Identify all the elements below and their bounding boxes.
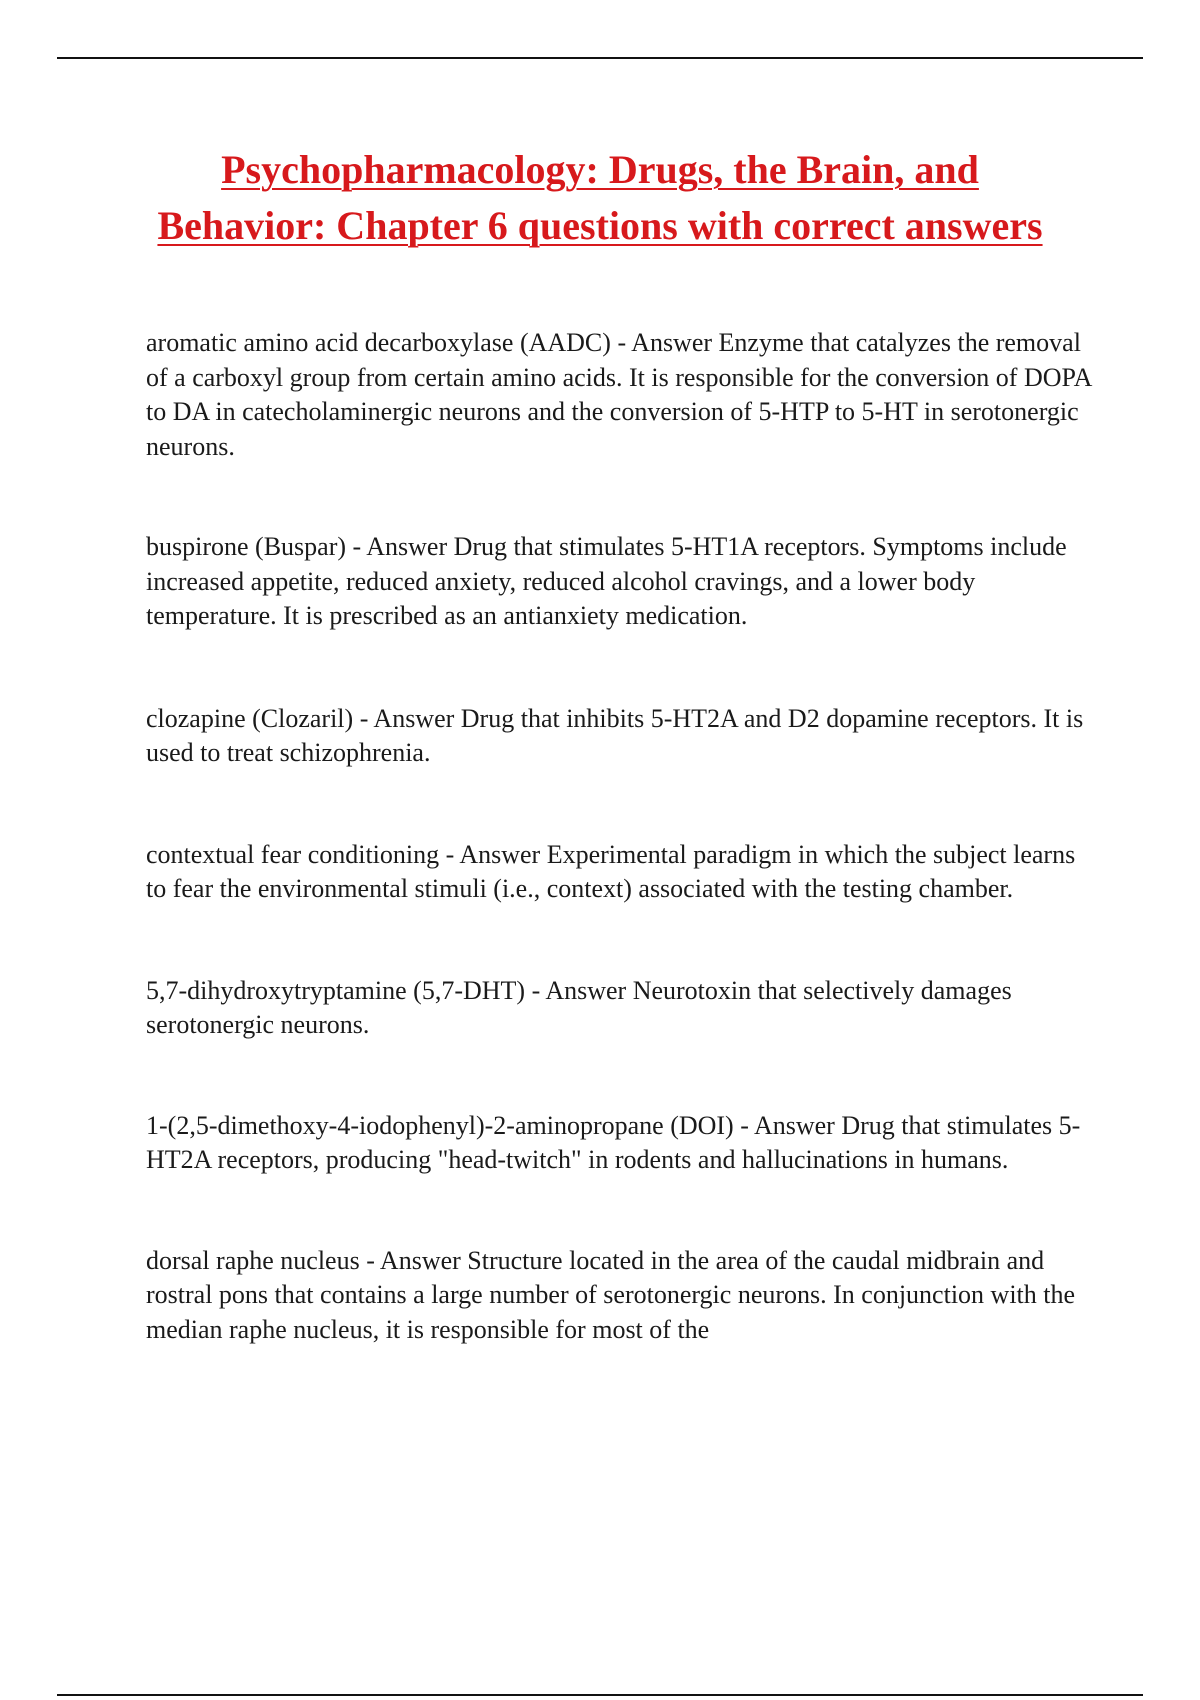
top-rule xyxy=(57,57,1143,59)
list-item xyxy=(146,702,1096,771)
document-title: Psychopharmacology: Drugs, the Brain, and Behavior: Chapter 6 questions with correct answers xyxy=(157,147,1043,248)
entry-term: buspirone (Buspar) xyxy=(146,532,347,561)
entry-separator: - Answer xyxy=(525,975,633,1005)
entry-definition: Experimental paradigm in which the subject learns to fear the environmental stimuli (i.e., context) associated with the testing chamber. xyxy=(146,839,1076,903)
entry-definition: Enzyme that catalyzes the removal of a carboxyl group from certain amino acids. It is responsible for the conversion of DOPA to DA in catecholaminergic neurons and the conversion of 5-HTP to 5-HT in serotonergic neurons. xyxy=(146,328,1091,461)
bottom-rule xyxy=(57,1694,1143,1696)
entry-definition: Neurotoxin that selectively damages serotonergic neurons. xyxy=(146,975,1012,1039)
list-item xyxy=(146,838,1096,907)
entry-separator: - Answer xyxy=(359,1245,468,1275)
entry-separator: - Answer xyxy=(610,328,719,357)
entry-term: dorsal raphe nucleus xyxy=(146,1245,360,1275)
entry-term: clozapine (Clozaril) xyxy=(146,703,354,733)
list-item xyxy=(146,530,1096,634)
list-item xyxy=(146,1244,1096,1348)
entry-separator: - Answer xyxy=(733,1110,842,1140)
entry-separator: - Answer xyxy=(346,532,454,561)
entry-definition: Structure located in the area of the caudal midbrain and rostral pons that contains a large number of serotonergic neurons. In conjunction with the median raphe nucleus, it is responsible for most of the xyxy=(146,1245,1076,1344)
entry-definition: Drug that inhibits 5-HT2A and D2 dopamine receptors. It is used to treat schizophrenia. xyxy=(146,703,1084,767)
entry-separator: - Answer xyxy=(353,703,461,733)
entry-term: 5,7-dihydroxytryptamine (5,7-DHT) xyxy=(146,975,526,1005)
entry-term: 1-(2,5-dimethoxy-4-iodophenyl)-2-aminopropane (DOI) xyxy=(146,1110,734,1140)
list-item xyxy=(146,1109,1096,1178)
entry-term: aromatic amino acid decarboxylase (AADC) xyxy=(146,328,611,357)
entry-definition: Drug that stimulates 5-HT1A receptors. Symptoms include increased appetite, reduced anxiety, reduced alcohol cravings, and a lower body temperature. It is prescribed as an antianxiety medication. xyxy=(146,532,1067,630)
entry-list xyxy=(146,326,1096,1413)
entry-definition: Drug that stimulates 5-HT2A receptors, producing "head-twitch" in rodents and hallucinations in humans. xyxy=(146,1110,1081,1174)
list-item xyxy=(146,326,1096,464)
list-item xyxy=(146,974,1096,1043)
entry-separator: - Answer xyxy=(439,839,547,869)
entry-term: contextual fear conditioning xyxy=(146,839,440,869)
